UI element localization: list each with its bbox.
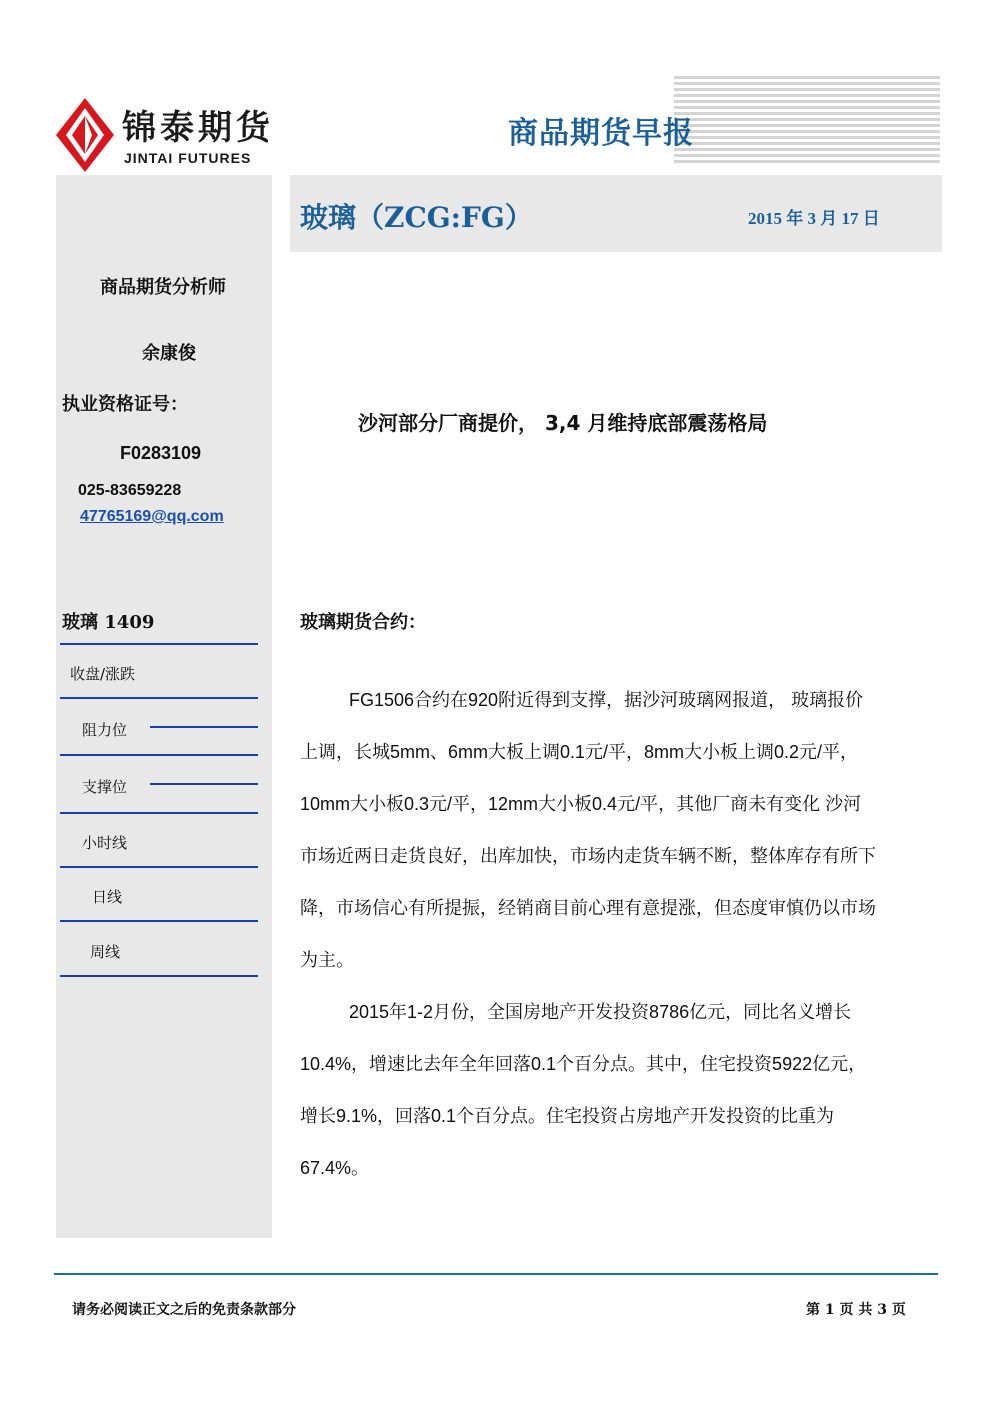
footer-rule bbox=[54, 1273, 938, 1275]
body-line: 67.4%。 bbox=[300, 1158, 370, 1178]
header-stripes bbox=[674, 76, 940, 164]
body-line: 2015年1-2月份，全国房地产开发投资8786亿元，同比名义增长 bbox=[349, 1002, 852, 1022]
body-line: FG1506合约在920附近得到支撑，据沙河玻璃网报道， 玻璃报价 bbox=[349, 690, 864, 710]
phone-number: 025-83659228 bbox=[78, 482, 182, 499]
value-line-support bbox=[150, 783, 258, 785]
page-indicator: 第 1 页 共 3 页 bbox=[806, 1302, 906, 1318]
sidebar-divider bbox=[60, 754, 258, 756]
brand-name-cn: 锦泰期货 bbox=[122, 108, 274, 148]
contract-code: 玻璃 1409 bbox=[62, 612, 155, 633]
sidebar-divider bbox=[60, 920, 258, 922]
sidebar-divider bbox=[60, 975, 258, 977]
license-label: 执业资格证号： bbox=[62, 394, 188, 415]
sidebar-divider bbox=[60, 812, 258, 814]
sidebar-divider bbox=[60, 643, 258, 645]
company-logo bbox=[56, 98, 276, 172]
sidebar-divider bbox=[60, 697, 258, 699]
sidebar-divider bbox=[60, 866, 258, 868]
footer-disclaimer: 请务必阅读正文之后的免责条款部分 bbox=[72, 1302, 296, 1318]
report-date: 2015 年 3 月 17 日 bbox=[748, 209, 880, 228]
row-label-daily: 日线 bbox=[92, 888, 123, 906]
row-label-resistance: 阻力位 bbox=[82, 721, 128, 739]
row-label-support: 支撑位 bbox=[82, 778, 128, 796]
body-line: 降，市场信心有所提振，经销商目前心理有意提涨，但态度审慎仍以市场 bbox=[300, 898, 876, 918]
row-label-hourly: 小时线 bbox=[82, 834, 128, 852]
report-title: 商品期货早报 bbox=[508, 116, 694, 151]
report-headline: 沙河部分厂商提价， 3,4 月维持底部震荡格局 bbox=[358, 411, 768, 435]
brand-name-en: JINTAI FUTURES bbox=[124, 150, 252, 166]
body-line: 增长9.1%，回落0.1个百分点。住宅投资占房地产开发投资的比重为 bbox=[300, 1106, 835, 1126]
jintai-emblem-icon bbox=[56, 98, 114, 172]
license-number: F0283109 bbox=[120, 443, 202, 463]
analyst-name: 余康俊 bbox=[142, 343, 196, 364]
body-line: 上调，长城5mm、6mm大板上调0.1元/平，8mm大小板上调0.2元/平， bbox=[300, 742, 859, 762]
sidebar-panel bbox=[56, 175, 272, 1238]
analyst-label: 商品期货分析师 bbox=[100, 277, 226, 298]
body-line: 10.4%，增速比去年全年回落0.1个百分点。其中，住宅投资5922亿元， bbox=[300, 1054, 867, 1074]
email-link[interactable]: 47765169@qq.com bbox=[80, 508, 224, 525]
row-label-close-change: 收盘/涨跌 bbox=[70, 665, 136, 683]
body-line: 为主。 bbox=[300, 950, 354, 970]
value-line-resistance bbox=[150, 726, 258, 728]
product-title: 玻璃（ZCG:FG） bbox=[300, 201, 533, 234]
row-label-weekly: 周线 bbox=[90, 943, 121, 961]
body-line: 10mm大小板0.3元/平，12mm大小板0.4元/平，其他厂商未有变化 沙河 bbox=[300, 794, 862, 814]
body-line: 市场近两日走货良好，出库加快，市场内走货车辆不断，整体库存有所下 bbox=[300, 846, 876, 866]
section-heading: 玻璃期货合约： bbox=[300, 612, 426, 633]
